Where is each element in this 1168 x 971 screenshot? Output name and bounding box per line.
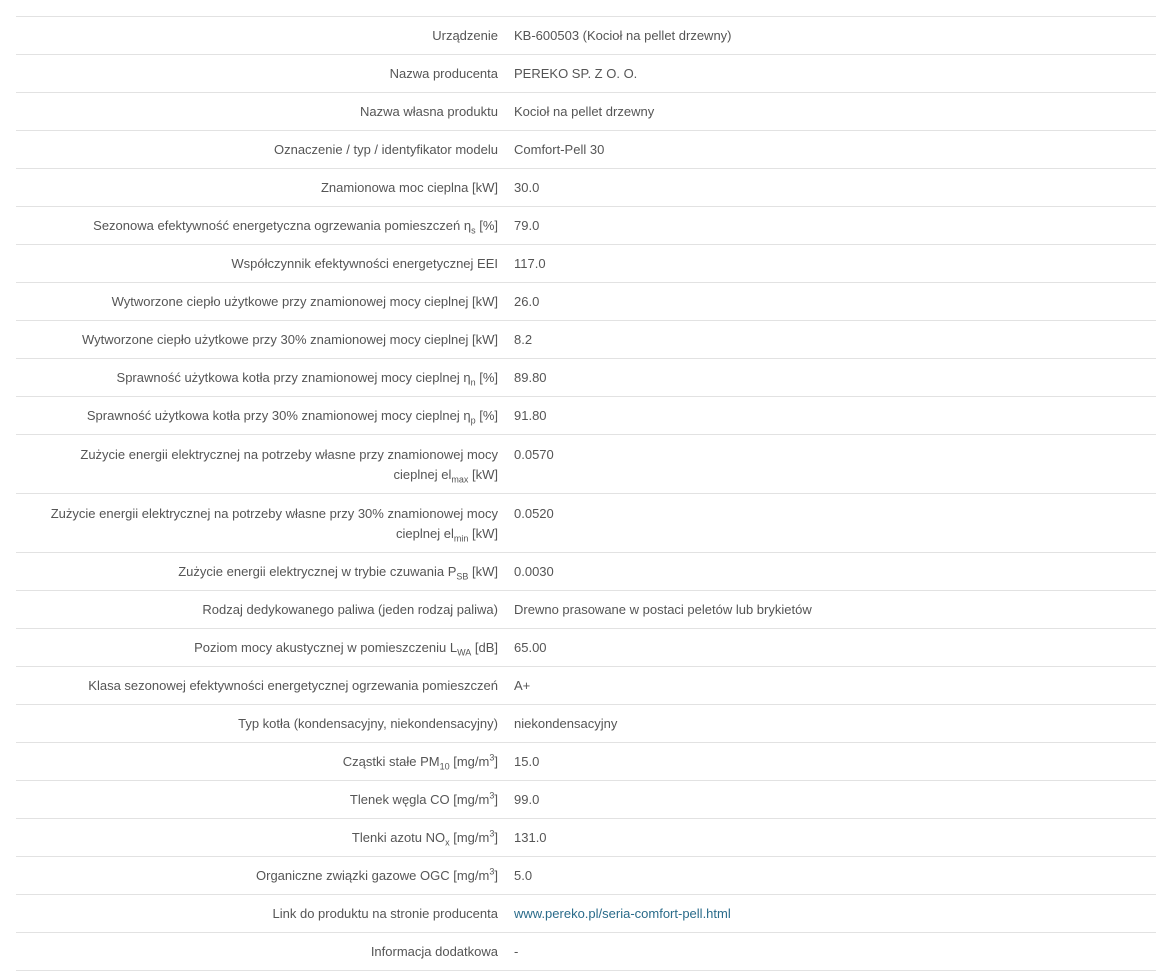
label-unit: ] (494, 792, 498, 807)
label-superscript: 3 (489, 752, 495, 763)
label-text: Sprawność użytkowa kotła przy 30% znamionowej mocy cieplnej η (86, 408, 471, 423)
table-row (16, 591, 1156, 629)
row-value: 30.0 (498, 169, 1156, 207)
row-label (16, 629, 498, 667)
table-row (16, 743, 1156, 781)
row-label (16, 397, 498, 435)
table-row (16, 629, 1156, 667)
row-label (16, 207, 498, 245)
table-row (16, 93, 1156, 131)
label-text: Sprawność użytkowa kotła przy znamionowej mocy cieplnej η (116, 370, 471, 385)
table-row (16, 397, 1156, 435)
label-subscript: n (470, 377, 476, 388)
table-row (16, 55, 1156, 93)
row-value: 0.0520 (498, 494, 1156, 553)
label-text: cieplnej el (393, 467, 452, 482)
table-row (16, 895, 1156, 933)
row-value: 26.0 (498, 283, 1156, 321)
row-label: Urządzenie (16, 17, 498, 55)
table-row (16, 781, 1156, 819)
label-superscript: 3 (489, 828, 495, 839)
row-value: 65.00 (498, 629, 1156, 667)
table-row (16, 667, 1156, 705)
table-row (16, 17, 1156, 55)
row-label (16, 435, 498, 494)
row-value: 5.0 (498, 857, 1156, 895)
label-unit: ] (494, 830, 498, 845)
label-subscript: min (453, 533, 469, 544)
row-value: A+ (498, 667, 1156, 705)
table-row (16, 245, 1156, 283)
row-value: Drewno prasowane w postaci peletów lub brykietów (498, 591, 1156, 629)
table-row (16, 819, 1156, 857)
row-label (16, 743, 498, 781)
label-unit: [kW] (468, 564, 498, 579)
row-value: - (498, 933, 1156, 971)
table-row (16, 131, 1156, 169)
table-row (16, 494, 1156, 553)
producer-product-link[interactable]: www.pereko.pl/seria-comfort-pell.html (514, 906, 731, 921)
label-text: cieplnej el (396, 526, 454, 541)
label-text: Poziom mocy akustycznej w pomieszczeniu L (194, 640, 458, 655)
table-row (16, 435, 1156, 494)
row-label: Nazwa własna produktu (16, 93, 498, 131)
label-text: Organiczne związki gazowe OGC [mg/m (256, 868, 490, 883)
label-unit: [dB] (471, 640, 498, 655)
row-value (498, 895, 1156, 933)
row-value: 89.80 (498, 359, 1156, 397)
row-label (16, 553, 498, 591)
label-text: Zużycie energii elektrycznej na potrzeby własne przy znamionowej mocy (80, 447, 498, 462)
row-label: Link do produktu na stronie producenta (16, 895, 498, 933)
row-value: 117.0 (498, 245, 1156, 283)
label-subscript: SB (456, 571, 469, 582)
row-label: Klasa sezonowej efektywności energetycznej ogrzewania pomieszczeń (16, 667, 498, 705)
table-row (16, 857, 1156, 895)
table-row (16, 207, 1156, 245)
label-superscript: 3 (489, 790, 495, 801)
table-row (16, 933, 1156, 971)
label-unit: ] (494, 754, 498, 769)
label-subscript: s (471, 225, 476, 236)
row-label (16, 819, 498, 857)
row-value: 0.0030 (498, 553, 1156, 591)
label-unit: [%] (475, 408, 498, 423)
row-value: PEREKO SP. Z O. O. (498, 55, 1156, 93)
row-label: Wytworzone ciepło użytkowe przy znamionowej mocy cieplnej [kW] (16, 283, 498, 321)
label-text: Tlenki azotu NO (351, 830, 446, 845)
row-label: Nazwa producenta (16, 55, 498, 93)
row-label (16, 359, 498, 397)
label-text: Tlenek węgla CO [mg/m (349, 792, 490, 807)
row-label: Znamionowa moc cieplna [kW] (16, 169, 498, 207)
product-spec-panel (16, 16, 1156, 971)
label-subscript: p (470, 415, 476, 426)
table-row (16, 359, 1156, 397)
row-label (16, 857, 498, 895)
row-value: 0.0570 (498, 435, 1156, 494)
table-row (16, 705, 1156, 743)
label-text: Sezonowa efektywność energetyczna ogrzewania pomieszczeń η (93, 218, 472, 233)
label-subscript: 10 (439, 761, 450, 772)
row-value: 8.2 (498, 321, 1156, 359)
label-unit: [%] (475, 370, 498, 385)
label-superscript: 3 (489, 866, 495, 877)
label-unit: [kW] (468, 526, 498, 541)
label-subscript: WA (457, 647, 472, 658)
label-unit: ] (494, 868, 498, 883)
row-label: Informacja dodatkowa (16, 933, 498, 971)
row-label: Współczynnik efektywności energetycznej EEI (16, 245, 498, 283)
row-label (16, 781, 498, 819)
label-unit: [kW] (468, 467, 498, 482)
row-label (16, 494, 498, 553)
table-row (16, 553, 1156, 591)
label-unit: [mg/m (449, 830, 490, 845)
label-text: Zużycie energii elektrycznej na potrzeby własne przy 30% znamionowej mocy (50, 506, 498, 521)
label-unit: [%] (475, 218, 498, 233)
label-unit: [mg/m (449, 754, 490, 769)
row-value: 15.0 (498, 743, 1156, 781)
row-value: 79.0 (498, 207, 1156, 245)
label-text: Zużycie energii elektrycznej w trybie czuwania P (178, 564, 457, 579)
table-row (16, 321, 1156, 359)
label-text: Cząstki stałe PM (342, 754, 440, 769)
table-row (16, 283, 1156, 321)
row-value: 131.0 (498, 819, 1156, 857)
row-label: Oznaczenie / typ / identyfikator modelu (16, 131, 498, 169)
row-value: 99.0 (498, 781, 1156, 819)
table-row (16, 169, 1156, 207)
label-subscript: x (445, 837, 450, 848)
row-value: KB-600503 (Kocioł na pellet drzewny) (498, 17, 1156, 55)
label-subscript: max (451, 474, 469, 485)
row-value: Kocioł na pellet drzewny (498, 93, 1156, 131)
row-value: niekondensacyjny (498, 705, 1156, 743)
row-value: Comfort-Pell 30 (498, 131, 1156, 169)
row-label: Typ kotła (kondensacyjny, niekondensacyjny) (16, 705, 498, 743)
row-label: Rodzaj dedykowanego paliwa (jeden rodzaj paliwa) (16, 591, 498, 629)
row-label: Wytworzone ciepło użytkowe przy 30% znamionowej mocy cieplnej [kW] (16, 321, 498, 359)
product-spec-table (16, 16, 1156, 971)
row-value: 91.80 (498, 397, 1156, 435)
